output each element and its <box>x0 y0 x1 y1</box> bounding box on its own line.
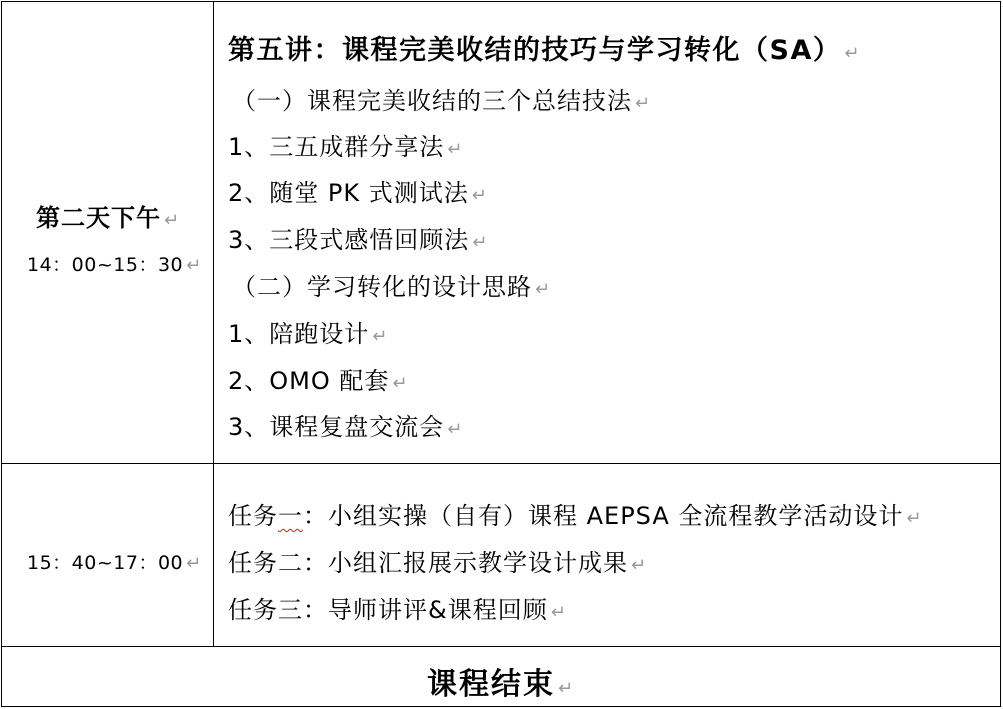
task-item <box>228 590 567 625</box>
list-item <box>228 314 388 349</box>
table-row <box>2 2 1000 464</box>
paragraph-mark-icon: ↵ <box>186 255 202 276</box>
list-item <box>228 220 488 255</box>
list-item-text: 1、三五成群分享法 <box>228 133 445 161</box>
list-item-text: 2、随堂 PK 式测试法 <box>228 179 469 207</box>
table-row <box>2 647 1000 706</box>
section-heading-text: （二）学习转化的设计思路 <box>232 273 532 301</box>
time-range <box>27 250 202 277</box>
task-prefix-text: 任务 <box>228 502 278 530</box>
list-item <box>228 127 463 162</box>
time-cell <box>2 2 214 463</box>
lecture-title <box>228 28 861 67</box>
task-item <box>228 496 923 531</box>
time-range-text: 15：40~17：00 <box>27 552 184 574</box>
paragraph-mark-icon: ↵ <box>635 93 652 114</box>
list-item-text: 1、陪跑设计 <box>228 320 370 348</box>
task-item <box>228 543 647 578</box>
paragraph-mark-icon: ↵ <box>844 43 861 64</box>
section-heading <box>232 81 651 116</box>
section-heading <box>232 267 551 302</box>
course-end-text: 课程结束 <box>426 667 555 702</box>
task-rest-text: ：小组实操（自有）课程 AEPSA 全流程教学活动设计 <box>303 502 904 530</box>
paragraph-mark-icon: ↵ <box>372 326 389 347</box>
course-end-label <box>2 659 1000 703</box>
paragraph-mark-icon: ↵ <box>550 602 567 623</box>
task-text: 任务三：导师讲评&课程回顾 <box>228 596 548 624</box>
time-range-text: 14：00~15：30 <box>27 254 184 276</box>
task-text: 任务二：小组汇报展示教学设计成果 <box>228 549 628 577</box>
spellcheck-flagged-text: 一 <box>278 502 303 530</box>
list-item <box>228 173 488 208</box>
paragraph-mark-icon: ↵ <box>557 678 576 699</box>
paragraph-mark-icon: ↵ <box>186 553 202 574</box>
list-item-text: 3、课程复盘交流会 <box>228 413 445 441</box>
lecture-title-text: 第五讲：课程完美收结的技巧与学习转化（SA） <box>228 35 842 66</box>
paragraph-mark-icon: ↵ <box>631 555 648 576</box>
time-cell <box>2 464 214 646</box>
day-label <box>36 198 180 233</box>
list-item-text: 3、三段式感悟回顾法 <box>228 226 470 254</box>
paragraph-mark-icon: ↵ <box>472 232 489 253</box>
paragraph-mark-icon: ↵ <box>164 210 181 231</box>
paragraph-mark-icon: ↵ <box>535 279 552 300</box>
list-item-text: 2、OMO 配套 <box>228 367 390 395</box>
paragraph-mark-icon: ↵ <box>447 419 464 440</box>
content-cell <box>214 2 1000 463</box>
list-item <box>228 407 463 442</box>
paragraph-mark-icon: ↵ <box>906 508 923 529</box>
paragraph-mark-icon: ↵ <box>447 139 464 160</box>
content-cell <box>214 464 1000 646</box>
paragraph-mark-icon: ↵ <box>392 373 409 394</box>
paragraph-mark-icon: ↵ <box>471 185 488 206</box>
table-row <box>2 464 1000 647</box>
list-item <box>228 361 408 396</box>
schedule-table <box>1 1 1001 707</box>
time-range <box>27 548 202 575</box>
day-label-text: 第二天下午 <box>36 204 161 232</box>
section-heading-text: （一）课程完美收结的三个总结技法 <box>232 87 632 115</box>
